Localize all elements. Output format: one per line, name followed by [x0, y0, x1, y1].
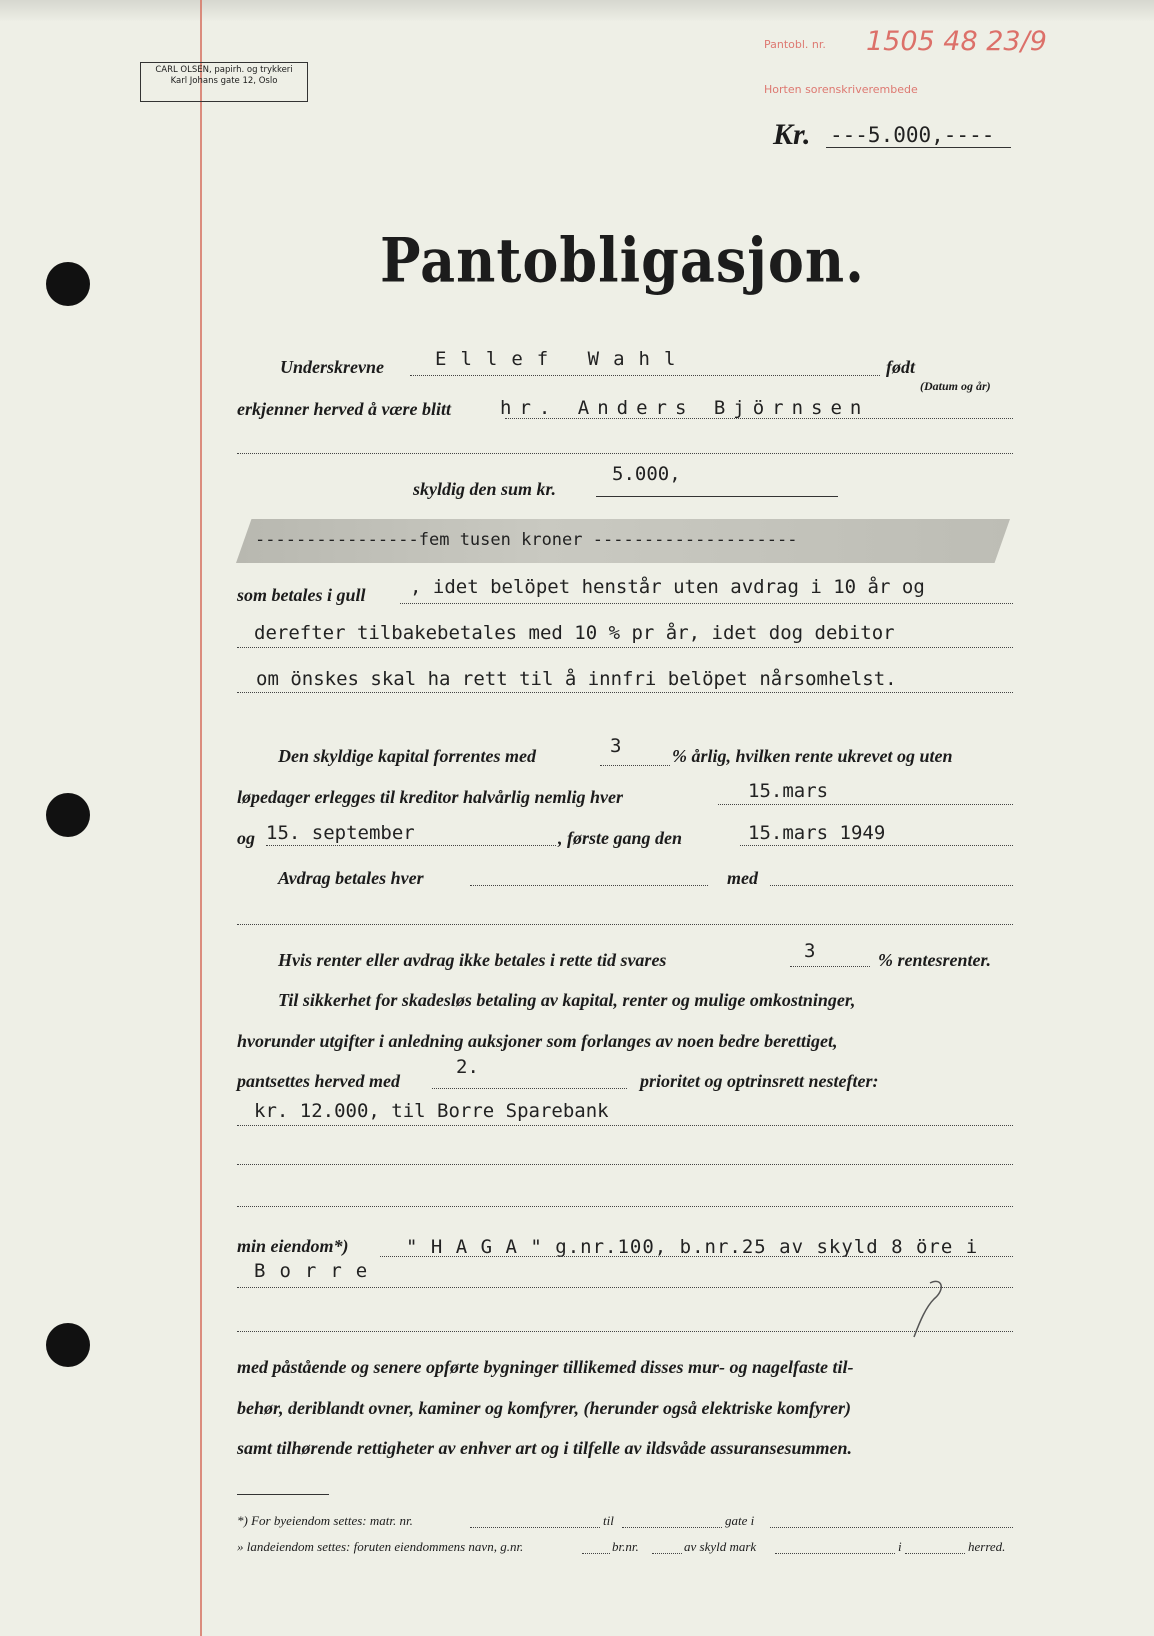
property-line-2	[237, 1287, 1013, 1288]
sum-value: 5.000,	[612, 463, 681, 485]
first-payment-label: , første gang den	[558, 828, 683, 848]
default-interest-rate: 3	[804, 940, 816, 962]
printer-line-2: Karl Johans gate 12, Oslo	[170, 76, 278, 86]
interest-label-cont: % årlig, hvilken rente ukrevet og uten	[672, 746, 953, 766]
interest-date-2: 15. september	[266, 822, 415, 844]
printer-imprint	[140, 62, 308, 102]
default-rate-line	[790, 966, 870, 967]
born-label: født	[886, 357, 915, 377]
footnote-city-gate: gate i	[725, 1513, 755, 1528]
debtor-label: Underskrevne	[280, 357, 384, 377]
security-priority-label: pantsettes herved med	[237, 1071, 400, 1091]
registry-stamp-number: 1505 48 23/9	[866, 26, 1047, 57]
installments-line-2	[237, 924, 1013, 925]
footnote-country-line-4	[905, 1553, 965, 1554]
footnote-country-brnr: br.nr.	[612, 1539, 639, 1554]
installments-with-line	[770, 885, 1013, 886]
installments-label: Avdrag betales hver	[278, 868, 424, 888]
registry-stamp-label: Pantobl. nr.	[764, 38, 826, 51]
interest-date-line-1	[718, 804, 1013, 805]
creditor-line	[505, 418, 1013, 419]
born-hint: (Datum og år)	[920, 379, 991, 393]
security-line-2: hvorunder utgifter i anledning auksjoner som forlanges av noen bedre berettiget,	[237, 1031, 838, 1051]
creditor-line-2	[237, 453, 1013, 454]
clause-line-2: behør, deriblandt ovner, kaminer og komfyrer, (herunder også elektriske komfyrer)	[237, 1398, 851, 1418]
interest-dates-label: løpedager erlegges til kreditor halvårlig nemlig hver	[237, 787, 623, 807]
amount-value: ---5.000,----	[830, 123, 995, 147]
interest-date-1: 15.mars	[748, 780, 829, 802]
first-payment-date: 15.mars 1949	[748, 822, 886, 844]
margin-rule	[200, 0, 202, 1636]
property-line-3	[237, 1331, 1013, 1332]
creditor-label: erkjenner herved å være blitt	[237, 399, 451, 419]
document-title: Pantobligasjon.	[380, 224, 865, 296]
sum-underline	[596, 496, 838, 497]
pencil-mark	[900, 1275, 950, 1345]
payment-terms-line-2: derefter tilbakebetales med 10 % pr år, idet dog debitor	[254, 622, 895, 644]
interest-date-line-2	[266, 845, 556, 846]
footnote-country-herred: herred.	[968, 1539, 1006, 1554]
property-description-1: " H A G A " g.nr.100, b.nr.25 av skyld 8 öre i	[406, 1236, 979, 1258]
footnote-country-label: » landeiendom settes: foruten eiendommens navn, g.nr.	[237, 1539, 524, 1554]
debtor-line	[410, 375, 880, 376]
footnote-city-line-1	[470, 1527, 600, 1528]
creditor-name: hr. Anders Björnsen	[500, 397, 870, 419]
footnote-country-i: i	[898, 1539, 902, 1554]
property-label: min eiendom*)	[237, 1236, 349, 1256]
interest-rate: 3	[610, 735, 622, 757]
interest-rate-line	[600, 765, 670, 766]
amount-label: Kr.	[773, 118, 811, 151]
footnote-city-label: *) For byeiendom settes: matr. nr.	[237, 1513, 413, 1528]
clause-line-1: med påstående og senere opførte bygninger tillikemed disses mur- og nagelfaste til-	[237, 1357, 854, 1377]
payment-terms-line-3: om önskes skal ha rett til å innfri belöpet nårsomhelst.	[256, 668, 897, 690]
interest-label: Den skyldige kapital forrentes med	[278, 746, 536, 766]
footnote-rule	[237, 1494, 329, 1495]
security-priority: 2.	[456, 1056, 479, 1078]
debtor-name: Ellef Wahl	[435, 348, 690, 370]
default-interest-label: Hvis renter eller avdrag ikke betales i rette tid svares	[278, 950, 667, 970]
footnote-country-skyld: av skyld mark	[684, 1539, 757, 1554]
footnote-country-line-2	[652, 1553, 682, 1554]
security-line-1: Til sikkerhet for skadesløs betaling av kapital, renter og mulige omkostninger,	[278, 990, 856, 1010]
payment-line-1	[400, 603, 1013, 604]
footnote-country-line-3	[775, 1553, 895, 1554]
amount-underline	[826, 147, 1011, 148]
footnote-city-line-2	[622, 1527, 722, 1528]
prior-mortgage: kr. 12.000, til Borre Sparebank	[254, 1100, 609, 1122]
installments-with-label: med	[727, 868, 758, 888]
prior-line-1	[237, 1125, 1013, 1126]
payment-label: som betales i gull	[237, 585, 366, 605]
payment-terms-line-1: , idet belöpet henstår uten avdrag i 10 år og	[410, 576, 925, 598]
property-description-2: Borre	[254, 1260, 382, 1282]
first-payment-line	[740, 845, 1013, 846]
payment-line-3	[237, 692, 1013, 693]
page-top-edge	[0, 0, 1154, 22]
security-after-label: prioritet og optrinsrett nestefter:	[640, 1071, 879, 1091]
prior-line-2	[237, 1164, 1013, 1165]
property-line-1	[380, 1256, 1013, 1257]
punch-hole-middle	[46, 793, 90, 837]
punch-hole-bottom	[46, 1323, 90, 1367]
payment-line-2	[237, 647, 1013, 648]
default-interest-label-cont: % rentesrenter.	[878, 950, 992, 970]
prior-line-3	[237, 1206, 1013, 1207]
sum-in-words: ----------------fem tusen kroner --------------------	[255, 530, 798, 550]
printer-line-1: CARL OLSEN, papirh. og trykkeri	[155, 65, 293, 75]
sum-label: skyldig den sum kr.	[413, 479, 557, 499]
footnote-city-line-3	[770, 1527, 1013, 1528]
interest-and-label: og	[237, 828, 255, 848]
security-priority-line	[432, 1088, 627, 1089]
clause-line-3: samt tilhørende rettigheter av enhver art og i tilfelle av ildsvåde assuransesummen.	[237, 1438, 852, 1458]
registry-stamp-office: Horten sorenskriverembede	[764, 83, 918, 96]
punch-hole-top	[46, 262, 90, 306]
installments-line	[470, 885, 708, 886]
footnote-city-til: til	[603, 1513, 614, 1528]
footnote-country-line-1	[582, 1553, 610, 1554]
